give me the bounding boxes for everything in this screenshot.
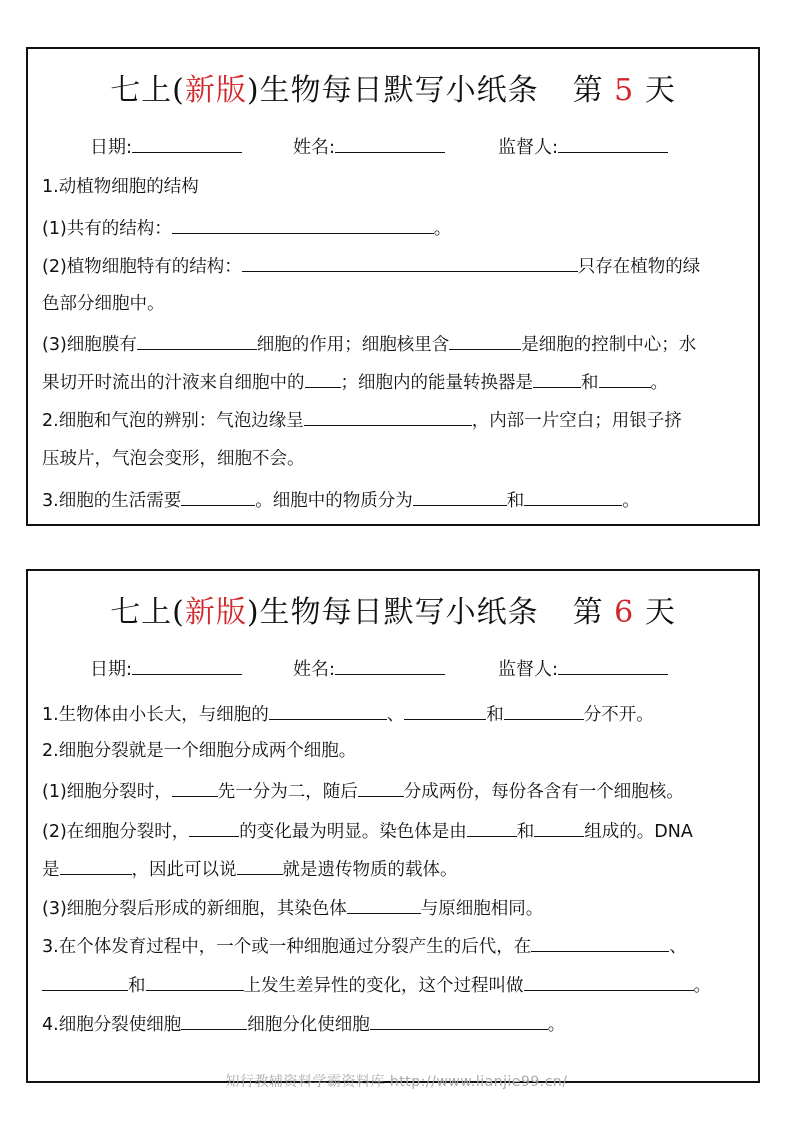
line-text: 分不开。 <box>583 705 654 725</box>
fill-in-blank[interactable] <box>242 253 578 272</box>
line-text: 就是遗传物质的载体。 <box>282 860 458 880</box>
question-line <box>42 856 458 882</box>
fill-in-blank[interactable] <box>599 369 651 388</box>
card-title <box>28 587 758 631</box>
question-line <box>42 739 356 763</box>
line-text: (1)共有的结构： <box>42 219 172 239</box>
fill-in-blank[interactable] <box>269 701 387 720</box>
line-text: 1.动植物细胞的结构 <box>42 177 199 197</box>
title-prefix: 七上( <box>110 73 185 108</box>
fill-in-blank[interactable] <box>413 487 507 506</box>
fill-in-blank[interactable] <box>370 1011 548 1030</box>
fill-in-blank[interactable] <box>404 701 486 720</box>
line-text: 和 <box>516 822 535 842</box>
line-text: 1.生物体由小长大，与细胞的 <box>42 705 269 725</box>
day-label: 第 <box>572 73 604 108</box>
line-text: 先一分为二，随后 <box>217 782 358 802</box>
line-text: 。 <box>650 373 668 393</box>
question-line <box>42 818 693 844</box>
line-text: 、 <box>386 705 405 725</box>
fill-in-blank[interactable] <box>524 972 694 991</box>
line-text: 和 <box>486 705 504 725</box>
day-unit: 天 <box>644 595 676 630</box>
title-main: )生物每日默写小纸条 <box>246 73 539 108</box>
line-text: 2.细胞分裂就是一个细胞分成两个细胞。 <box>42 741 357 761</box>
line-text: (3)细胞分裂后形成的新细胞，其染色体 <box>42 899 347 919</box>
fill-in-blank[interactable] <box>181 487 255 506</box>
line-text: ；细胞内的能量转换器是 <box>340 373 533 393</box>
day-unit: 天 <box>644 73 676 108</box>
line-text: 细胞的作用；细胞核里含 <box>256 335 450 355</box>
name-field[interactable]: 姓名: <box>293 655 445 681</box>
line-text: 。 <box>433 219 452 239</box>
line-text: 分成两份，每份各含有一个细胞核。 <box>403 782 684 802</box>
worksheet-card-day-5 <box>26 47 760 526</box>
fill-in-blank[interactable] <box>237 856 283 875</box>
fill-in-blank[interactable] <box>42 972 128 991</box>
question-line <box>42 972 711 998</box>
line-text: 是 <box>42 860 60 880</box>
line-text: 3.在个体发育过程中，一个或一种细胞通过分裂产生的后代，在 <box>42 937 532 957</box>
line-text: 4.细胞分裂使细胞 <box>42 1015 182 1035</box>
question-line <box>42 253 700 279</box>
line-text: 。细胞中的物质分为 <box>255 491 413 511</box>
line-text: 果切开时流出的汁液来自细胞中的 <box>42 373 305 393</box>
line-text: 。 <box>622 491 640 511</box>
line-text: 和 <box>506 491 525 511</box>
title-highlight: 新版 <box>184 73 247 108</box>
name-field[interactable]: 姓名: <box>293 133 445 159</box>
day-number: 6 <box>614 595 635 630</box>
question-line <box>42 933 687 959</box>
line-text: (2)在细胞分裂时， <box>42 822 190 842</box>
line-text: ，内部一片空白；用银子挤 <box>471 411 682 431</box>
fill-in-blank[interactable] <box>305 369 341 388</box>
line-text: 色部分细胞中。 <box>42 294 165 314</box>
line-text: 压玻片，气泡会变形，细胞不会。 <box>42 449 305 469</box>
question-line <box>42 447 305 471</box>
fill-in-blank[interactable] <box>449 331 521 350</box>
question-line <box>42 369 668 395</box>
title-highlight: 新版 <box>184 595 247 630</box>
line-text: 2.细胞和气泡的辨别：气泡边缘呈 <box>42 411 304 431</box>
fill-in-blank[interactable] <box>533 369 581 388</box>
day-number: 5 <box>614 73 635 108</box>
day-label: 第 <box>572 595 604 630</box>
line-text: 、 <box>669 937 687 957</box>
line-text: (2)植物细胞特有的结构： <box>42 257 242 277</box>
line-text: 的变化最为明显。染色体是由 <box>239 822 467 842</box>
worksheet-card-day-6 <box>26 569 760 1083</box>
meta-row <box>28 133 758 159</box>
fill-in-blank[interactable] <box>172 215 434 234</box>
question-line <box>42 407 682 433</box>
line-text: 是细胞的控制中心；水 <box>521 335 697 355</box>
watermark: 知行教辅资料学霸资料库 http://www.lianjie99.cn/ <box>225 1074 568 1090</box>
line-text: 和 <box>581 373 599 393</box>
supervisor-field[interactable]: 监督人: <box>498 133 668 159</box>
fill-in-blank[interactable] <box>172 778 218 797</box>
line-text: 。 <box>547 1015 566 1035</box>
line-text: 3.细胞的生活需要 <box>42 491 182 511</box>
line-text: (3)细胞膜有 <box>42 335 137 355</box>
question-line <box>42 895 543 921</box>
fill-in-blank[interactable] <box>534 818 584 837</box>
question-line <box>42 331 696 357</box>
title-prefix: 七上( <box>110 595 185 630</box>
question-line <box>42 701 654 727</box>
meta-row <box>28 655 758 681</box>
fill-in-blank[interactable] <box>524 487 622 506</box>
line-text: 和 <box>128 976 146 996</box>
question-line <box>42 487 640 513</box>
question-line <box>42 1011 565 1037</box>
fill-in-blank[interactable] <box>60 856 132 875</box>
line-text: 与原细胞相同。 <box>420 899 544 919</box>
question-line <box>42 215 451 241</box>
date-field[interactable]: 日期: <box>90 655 242 681</box>
line-text: ，因此可以说 <box>131 860 237 880</box>
fill-in-blank[interactable] <box>467 818 517 837</box>
line-text: 组成的。DNA <box>584 822 693 842</box>
fill-in-blank[interactable] <box>181 1011 247 1030</box>
supervisor-field[interactable]: 监督人: <box>498 655 668 681</box>
question-line <box>42 175 199 199</box>
fill-in-blank[interactable] <box>146 972 244 991</box>
question-line <box>42 292 165 316</box>
fill-in-blank[interactable] <box>358 778 404 797</box>
date-field[interactable]: 日期: <box>90 133 242 159</box>
fill-in-blank[interactable] <box>189 818 239 837</box>
fill-in-blank[interactable] <box>304 407 472 426</box>
line-text: 细胞分化使细胞 <box>247 1015 370 1035</box>
fill-in-blank[interactable] <box>531 933 669 952</box>
card-title <box>28 65 758 109</box>
line-text: 上发生差异性的变化，这个过程叫做 <box>243 976 524 996</box>
fill-in-blank[interactable] <box>504 701 584 720</box>
fill-in-blank[interactable] <box>137 331 257 350</box>
title-main: )生物每日默写小纸条 <box>246 595 539 630</box>
line-text: 只存在植物的绿 <box>577 257 701 277</box>
fill-in-blank[interactable] <box>347 895 421 914</box>
question-line <box>42 778 684 804</box>
line-text: 。 <box>693 976 711 996</box>
line-text: (1)细胞分裂时， <box>42 782 172 802</box>
